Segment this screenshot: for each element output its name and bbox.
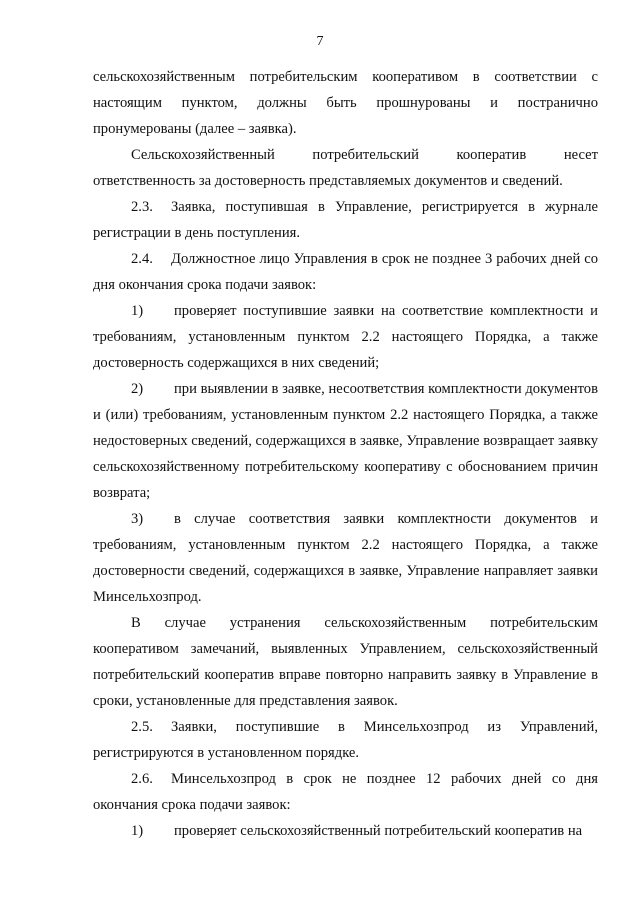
- list-item-text: при выявлении в заявке, несоответствия комплектности документов и (или) требованиям, установленным пунктом 2.2 настоящего Порядка, а также недостоверных сведений, содержащихся в заявке, Управление возвращает заявку сельскохозяйственному потребительскому кооперативу с обоснованием причин возврата;: [93, 381, 598, 501]
- clause-2-4: [93, 246, 598, 298]
- list-item-2: [93, 376, 598, 506]
- clause-2-5: [93, 714, 598, 766]
- list-item-1-minselkhozprod: [93, 818, 598, 844]
- list-item-number: 3): [131, 511, 144, 527]
- page-number: 7: [316, 34, 324, 49]
- document-body: [93, 64, 598, 844]
- paragraph-responsibility: [93, 142, 598, 194]
- list-item-text: в случае соответствия заявки комплектности документов и требованиям, установленным пунктом 2.2 настоящего Порядка, а также достоверности сведений, содержащихся в заявке, Управление направляет заявки Минсельхозпрод.: [93, 511, 598, 605]
- list-item-1: [93, 298, 598, 376]
- clause-text: Должностное лицо Управления в срок не позднее 3 рабочих дней со дня окончания срока подачи заявок:: [93, 251, 598, 293]
- paragraph-resubmission: [93, 610, 598, 714]
- clause-text: Минсельхозпрод в срок не позднее 12 рабочих дней со дня окончания срока подачи заявок:: [93, 771, 598, 813]
- list-item-text: проверяет сельскохозяйственный потребительский кооператив на: [174, 823, 583, 839]
- list-item-number: 1): [131, 303, 144, 319]
- clause-number: 2.4.: [131, 251, 153, 267]
- paragraph-text: В случае устранения сельскохозяйственным потребительским кооперативом замечаний, выявленных Управлением, сельскохозяйственный потребительский кооператив вправе повторно направить заявку в Управление в сроки, установленные для представления заявок.: [93, 615, 598, 709]
- paragraph-text: Сельскохозяйственный потребительский кооператив несет ответственность за достоверность представляемых документов и сведений.: [93, 147, 598, 189]
- clause-2-3: [93, 194, 598, 246]
- clause-number: 2.3.: [131, 199, 153, 215]
- list-item-number: 2): [131, 381, 144, 397]
- clause-number: 2.6.: [131, 771, 153, 787]
- clause-text: Заявка, поступившая в Управление, регистрируется в журнале регистрации в день поступления.: [93, 199, 598, 241]
- clause-number: 2.5.: [131, 719, 153, 735]
- paragraph-text: сельскохозяйственным потребительским кооперативом в соответствии с настоящим пунктом, должны быть прошнурованы и постранично пронумерованы (далее – заявка).: [93, 69, 598, 137]
- clause-2-6: [93, 766, 598, 818]
- clause-text: Заявки, поступившие в Минсельхозпрод из Управлений, регистрируются в установленном порядке.: [93, 719, 598, 761]
- list-item-3: [93, 506, 598, 610]
- list-item-text: проверяет поступившие заявки на соответствие комплектности и требованиям, установленным пунктом 2.2 настоящего Порядка, а также достоверность содержащихся в них сведений;: [93, 303, 598, 371]
- list-item-number: 1): [131, 823, 144, 839]
- paragraph-continuation: [93, 64, 598, 142]
